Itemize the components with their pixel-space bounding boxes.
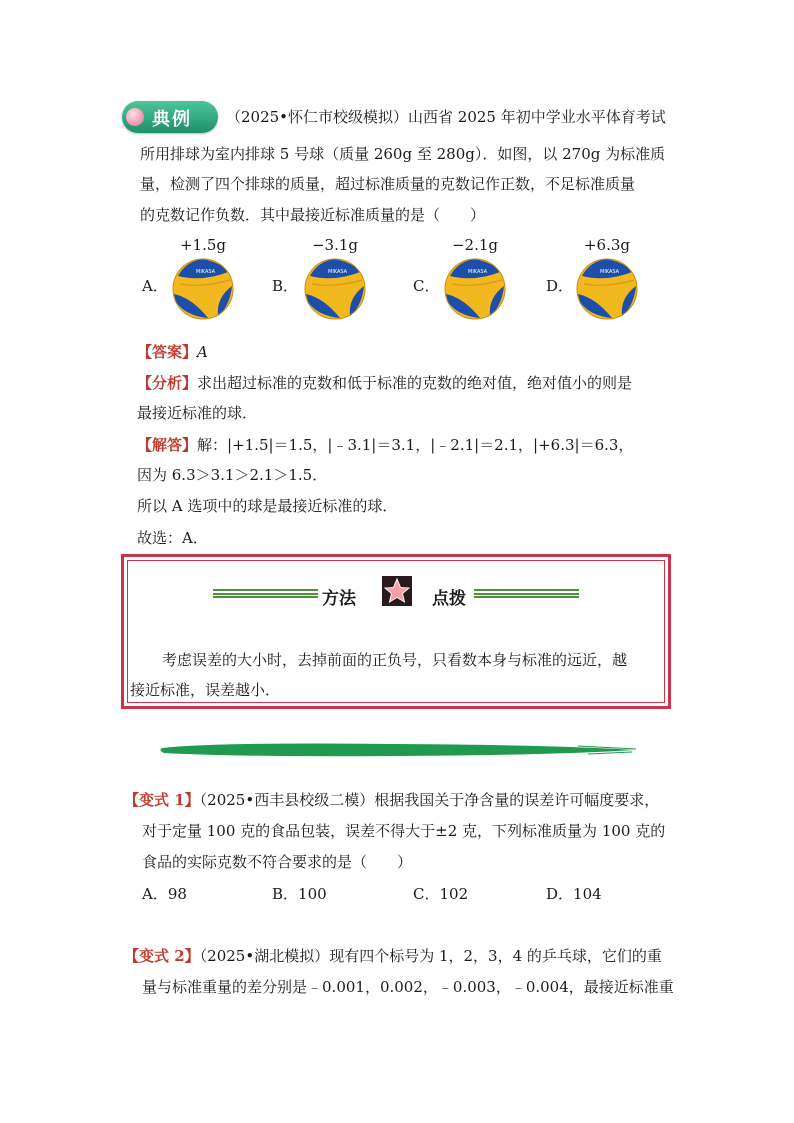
method-rule-left (213, 589, 318, 598)
method-line-2: 接近标准，误差越小． (130, 681, 281, 699)
analysis-text: 求出超过标准的克数和低于标准的克数的绝对值，绝对值小的则是 (197, 374, 633, 392)
option-c-weight: −2.1g (451, 236, 499, 254)
example-badge (122, 101, 218, 133)
option-c[interactable] (440, 236, 510, 326)
variant-1-option-d[interactable]: D．104 (546, 885, 602, 903)
volleyball-icon (304, 258, 366, 320)
variant-1-option-c[interactable]: C．102 (413, 885, 469, 903)
option-d-letter: D． (546, 277, 574, 295)
option-b-letter: B． (272, 277, 299, 295)
volleyball-icon (172, 258, 234, 320)
volleyball-icon (444, 258, 506, 320)
solution-line-4: 故选：A． (137, 529, 208, 547)
answer-value: A (197, 343, 208, 361)
answer-label: 【答案】 (137, 343, 198, 361)
option-c-letter: C． (413, 277, 440, 295)
variant-2-line-2: 量与标准重量的差分别是﹣0.001，0.002，﹣0.003，﹣0.004，最接近标准重 (142, 978, 674, 996)
bullet-icon (126, 108, 144, 126)
variant-1-option-a[interactable]: A．98 (142, 885, 187, 903)
example-badge-label: 典例 (152, 109, 192, 130)
method-line-1: 考虑误差的大小时，去掉前面的正负号，只看数本身与标准的远近，越 (162, 651, 628, 669)
variant-1-option-b[interactable]: B．100 (272, 885, 327, 903)
analysis-row (137, 373, 632, 393)
option-d[interactable] (572, 236, 642, 326)
option-a-letter: A． (142, 277, 168, 295)
solution-text: 解：|+1.5|＝1.5，|﹣3.1|＝3.1，|﹣2.1|＝2.1，|+6.3|＝6.3， (197, 436, 634, 454)
variant-1-line-3: 食品的实际克数不符合要求的是（ ） (142, 853, 413, 871)
svg-text:MIKASA: MIKASA (328, 269, 348, 275)
svg-text:MIKASA: MIKASA (196, 269, 216, 275)
variant-1-row (124, 790, 659, 810)
option-d-weight: +6.3g (583, 236, 631, 254)
svg-text:MIKASA: MIKASA (600, 269, 620, 275)
method-title-right: 点拨 (432, 589, 466, 609)
analysis-line-2: 最接近标准的球． (137, 404, 258, 422)
variant-1-text: （2025•西丰县校级二模）根据我国关于净含量的误差许可幅度要求， (199, 791, 660, 809)
answer-row (137, 342, 208, 362)
volleyball-icon (576, 258, 638, 320)
solution-line-2: 因为 6.3＞3.1＞2.1＞1.5． (137, 466, 328, 484)
method-rule-right (474, 589, 579, 598)
svg-text:MIKASA: MIKASA (468, 269, 488, 275)
variant-1-label: 【变式 1】 (124, 791, 200, 809)
example-line-2: 所用排球为室内排球 5 号球（质量 260g 至 280g）．如图，以 270g 为标准质 (140, 145, 666, 163)
option-b-weight: −3.1g (311, 236, 359, 254)
variant-2-row (124, 946, 662, 966)
analysis-label: 【分析】 (137, 374, 198, 392)
variant-2-label: 【变式 2】 (124, 947, 200, 965)
variant-2-text: （2025•湖北模拟）现有四个标号为 1，2，3，4 的乒乓球，它们的重 (199, 947, 662, 965)
variant-1-line-2: 对于定量 100 克的食品包装，误差不得大于±2 克，下列标准质量为 100 克的 (142, 822, 666, 840)
option-a[interactable] (168, 236, 238, 326)
example-line-4: 的克数记作负数．其中最接近标准质量的是（ ） (140, 206, 486, 224)
solution-row (137, 435, 633, 455)
option-a-weight: +1.5g (179, 236, 227, 254)
option-b[interactable] (300, 236, 370, 326)
solution-line-3: 所以 A 选项中的球是最接近标准的球． (137, 497, 398, 515)
brush-divider (158, 741, 638, 759)
example-line-1: （2025•怀仁市校级模拟）山西省 2025 年初中学业水平体育考试 (226, 108, 666, 126)
method-title-left: 方法 (322, 589, 356, 609)
solution-label: 【解答】 (137, 436, 198, 454)
example-line-3: 量，检测了四个排球的质量，超过标准质量的克数记作正数，不足标准质量 (140, 175, 636, 193)
star-icon (382, 576, 412, 606)
